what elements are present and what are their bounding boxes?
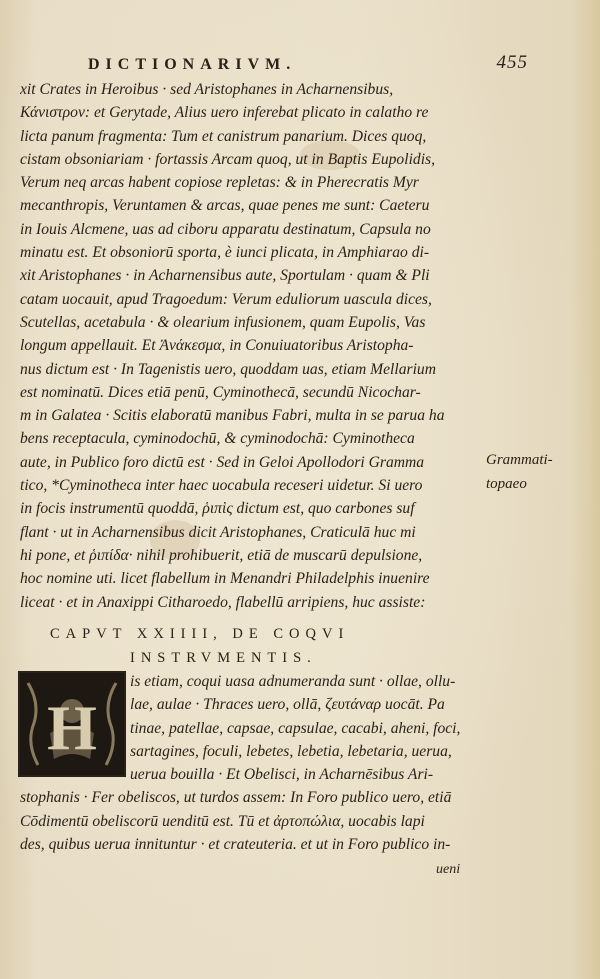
- text-line: cistam obsoniariam · fortassis Arcam quoq, ut in Baptis Eupolidis,: [20, 150, 435, 168]
- text-line: xit Crates in Heroibus · sed Aristophanes in Acharnensibus,: [20, 81, 394, 98]
- text-line: Scutellas, acetabula · & olearium infusionem, quam Eupolis, Vas: [20, 313, 426, 331]
- text-line: Verum neq arcas habent copiose repletas: & in Pherecratis Myr: [20, 174, 419, 192]
- text-line: bens receptacula, cyminodochū, & cyminodochā: Cyminotheca: [20, 430, 415, 448]
- text-line: est nominatū. Dices etiā penū, Cyminothecā, secundū Nicochar-: [20, 383, 421, 401]
- text-line: liceat · et in Anaxippi Citharoedo, flabellū arripiens, huc assiste:: [20, 593, 426, 611]
- text-line: minatu est. Et obsoniorū sporta, è iunci plicata, in Amphiarao di-: [20, 244, 430, 262]
- text-line: in focis instrumentū quoddā, ῥιπὶς dictum est, quo carbones suf: [20, 500, 415, 518]
- main-text-block: [20, 78, 482, 614]
- text-line: hi pone, et ῥιπίδα· nihil prohibuerit, etiā de muscarū depulsione,: [20, 546, 423, 564]
- text-line: aute, in Publico foro dictū est · Sed in Geloi Apollodori Gramma: [20, 453, 425, 471]
- catchword: ueni: [436, 862, 461, 877]
- text-line: is etiam, coqui uasa adnumeranda sunt · ollae, ollu-: [130, 673, 456, 690]
- text-line: Κάνιστρον: et Gerytade, Alius uero inferebat plicato in calatho re: [20, 104, 429, 122]
- chapter-heading-line: CAPVT XXIIII, DE COQVI: [50, 626, 350, 642]
- text-line: lae, aulae · Thraces uero, ollā, ζευτάναρ uocāt. Pa: [130, 696, 445, 714]
- chapter-heading: [50, 622, 470, 670]
- initial-letter: H: [47, 692, 97, 763]
- text-line: mecanthropis, Veruntamen & arcas, quae penes me sunt: Caeteru: [20, 197, 430, 215]
- running-title: DICTIONARIVM.: [88, 56, 297, 73]
- text-line: tinae, patellae, capsae, capsulae, cacabi, aheni, foci,: [130, 719, 461, 737]
- text-line: in Iouis Alcmene, uas ad ciboru apparatu destinatum, Capsula no: [20, 220, 431, 238]
- margin-note: topaeo: [486, 476, 527, 492]
- chapter-text-block: [20, 670, 482, 856]
- text-line: catam uocauit, apud Tragoedum: Verum eduliorum uascula dices,: [20, 290, 432, 308]
- text-line: hoc nomine uti. licet flabellum in Menandri Philadelphis inuenire: [20, 570, 430, 588]
- text-line: flant · ut in Acharnensibus dicit Aristophanes, Craticulā huc mi: [20, 523, 416, 541]
- text-line: tico, *Cyminotheca inter haec uocabula receseri uidetur. Si uero: [20, 477, 423, 495]
- text-line: uerua bouilla · Et Obelisci, in Acharnēsibus Ari-: [130, 766, 434, 784]
- text-line: xit Aristophanes · in Acharnensibus aute, Sportulam · quam & Pli: [20, 267, 430, 285]
- page-number: 455: [496, 52, 528, 73]
- chapter-heading-line: INSTRVMENTIS.: [130, 650, 317, 666]
- text-line: sartagines, foculi, lebetes, lebetia, lebetaria, uerua,: [130, 742, 452, 760]
- text-line: stophanis · Fer obeliscos, ut turdos assem: In Foro publico uero, etiā: [20, 789, 452, 807]
- text-line: Cōdimentū obeliscorū uenditū est. Tū et ἀρτοπώλια, uocabis lapi: [20, 812, 425, 830]
- text-line: m in Galatea · Scitis elaboratū manibus Fabri, multa in se parua ha: [20, 407, 445, 425]
- text-line: nus dictum est · In Tagenistis uero, quoddam uas, etiam Mellarium: [20, 360, 436, 378]
- margin-note: Grammati-: [486, 452, 553, 468]
- text-line: licta panum fragmenta: Tum et canistrum panarium. Dices quoq,: [20, 127, 427, 145]
- page-header: [88, 52, 528, 80]
- text-line: des, quibus uerua innituntur · et crateuteria. et ut in Foro publico in-: [20, 836, 451, 854]
- text-line: longum appellauit. Et Ἀνάκεσμα, in Conuiuatoribus Aristopha-: [20, 337, 414, 355]
